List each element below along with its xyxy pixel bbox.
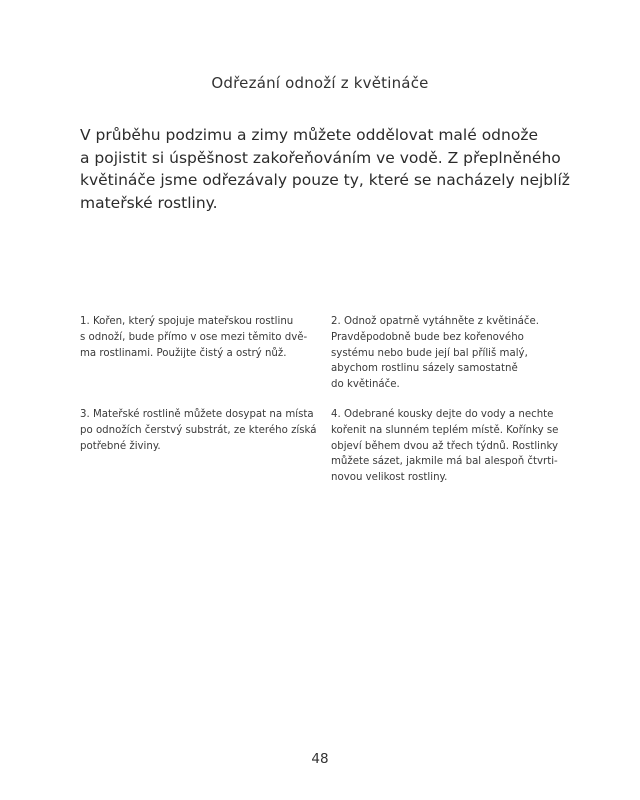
intro-paragraph [80, 124, 570, 214]
step-line: systému nebo bude její bal příliš malý, [331, 347, 528, 359]
page-number: 48 [311, 751, 329, 767]
intro-line: květináče jsme odřezávaly pouze ty, které se nacházely nejblíž [80, 171, 570, 189]
step-line: potřebné živiny. [80, 440, 161, 452]
step-line: 2. Odnož opatrně vytáhněte z květináče. [331, 316, 540, 327]
step-line: Pravděpodobně bude bez kořenového [331, 331, 524, 343]
step-line: novou velikost rostliny. [331, 472, 448, 484]
step-line: objeví během dvou až třech týdnů. Rostlinky [331, 440, 559, 452]
step-line: do květináče. [331, 379, 400, 391]
intro-line: mateřské rostliny. [80, 193, 218, 212]
step-line: 3. Mateřské rostlině můžete dosypat na místa [80, 409, 314, 420]
intro-line: V průběhu podzimu a zimy můžete oddělovat malé odnože [80, 126, 538, 144]
intro-line: a pojistit si úspěšnost zakořeňováním ve vodě. Z přeplněného [80, 148, 561, 167]
step-2-text [331, 314, 561, 393]
step-line: po odnožích čerstvý substrát, ze kterého získá [80, 424, 317, 436]
step-line: s odnoží, bude přímo v ose mezi těmito dvě- [80, 331, 308, 343]
step-line: 1. Kořen, který spojuje mateřskou rostlinu [80, 316, 294, 327]
step-1-text [80, 314, 310, 361]
step-line: 4. Odebrané kousky dejte do vody a nechte [331, 409, 554, 420]
step-3-text [80, 407, 317, 454]
step-line: abychom rostlinu sázely samostatně [331, 363, 518, 375]
step-line: ma rostlinami. Použijte čistý a ostrý nůž. [80, 347, 287, 359]
page-title: Odřezání odnoží z květináče [211, 74, 429, 92]
step-line: můžete sázet, jakmile má bal alespoň čtvrti- [331, 456, 558, 468]
step-line: kořenit na slunném teplém místě. Kořínky se [331, 424, 559, 436]
step-4-text [331, 407, 561, 486]
